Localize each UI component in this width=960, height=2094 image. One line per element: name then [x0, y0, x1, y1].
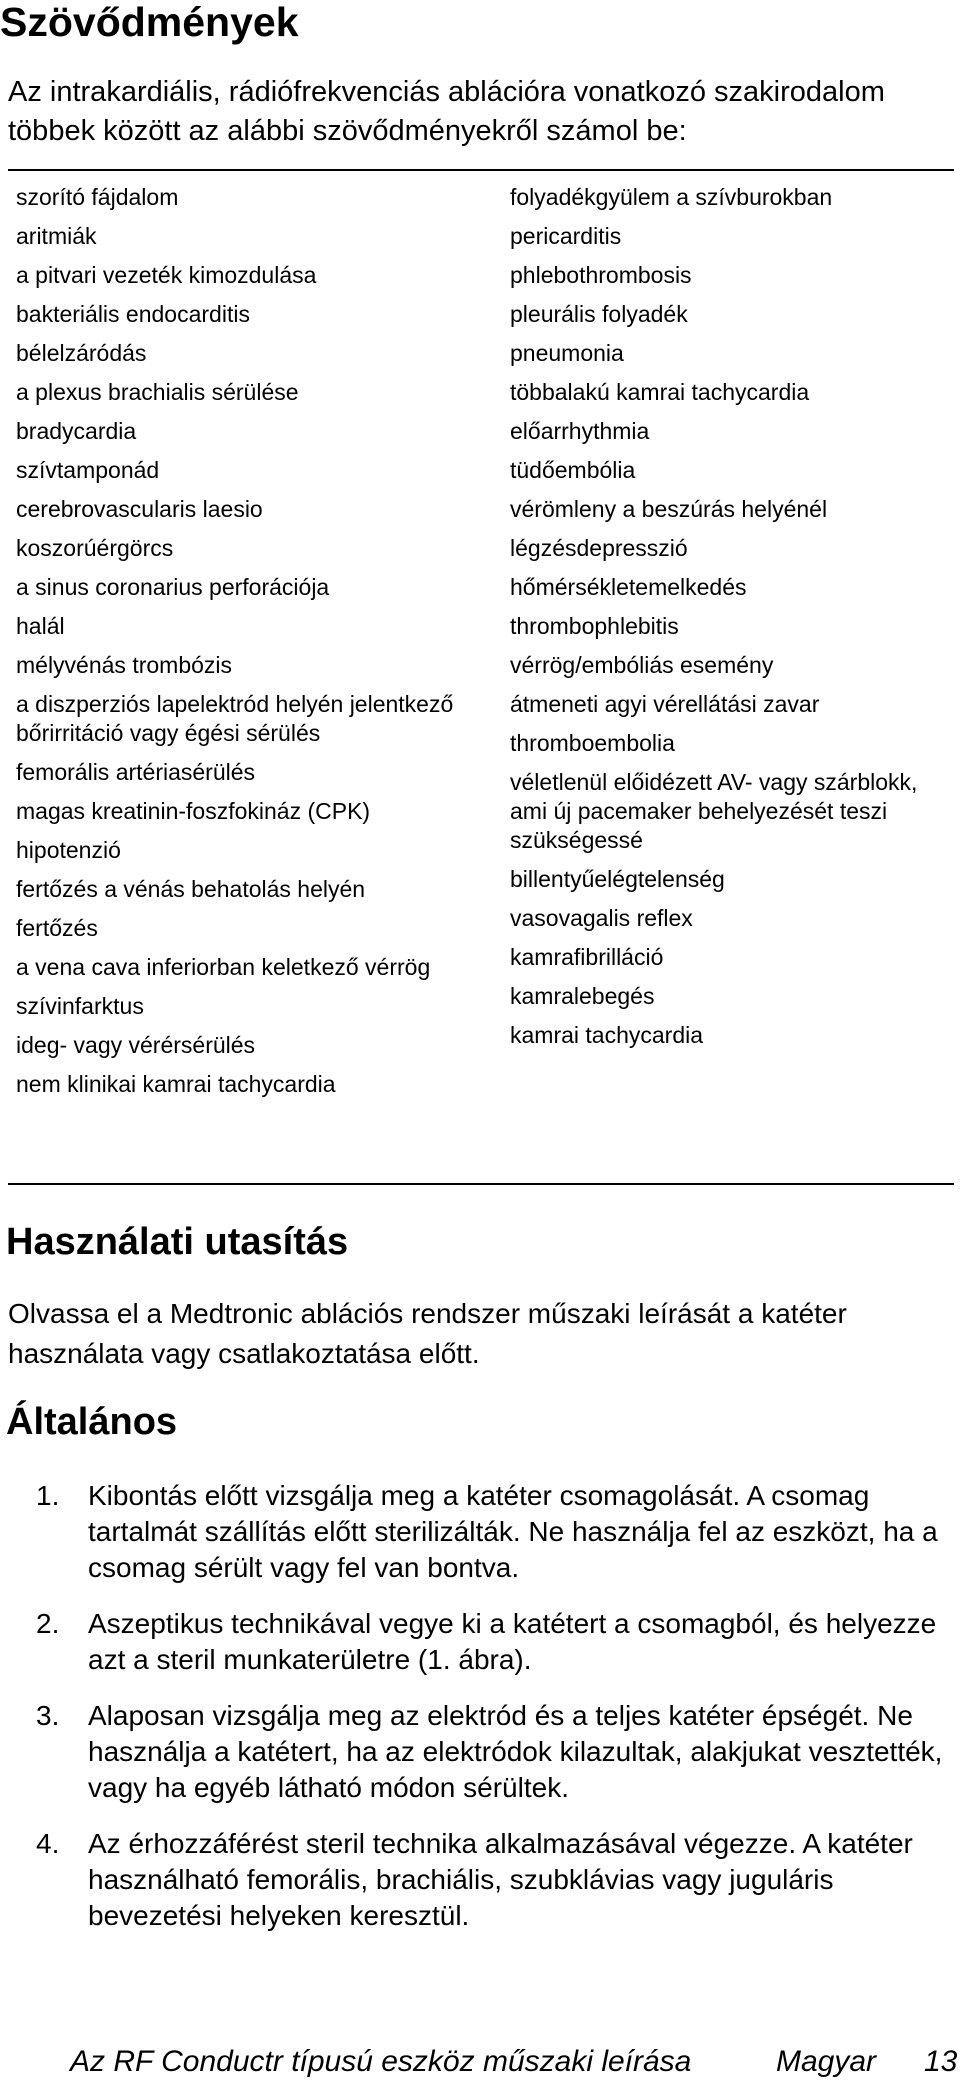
complication-item: pneumonia [510, 340, 624, 366]
general-step [36, 1826, 956, 1934]
general-step [36, 1606, 956, 1678]
complication-item: tüdőembólia [510, 457, 636, 483]
complications-intro: Az intrakardiális, rádiófrekvenciás ablációra vonatkozó szakirodalom többek között az alábbi szövődményekről számol be: [8, 76, 885, 147]
footer-document-title: Az RF Conductr típusú eszköz műszaki leírása [70, 2045, 692, 2078]
complication-item: cerebrovascularis laesio [16, 496, 263, 522]
complication-item: fertőzés [16, 915, 98, 941]
complication-item: fertőzés a vénás behatolás helyén [16, 876, 366, 902]
step-number: 2. [36, 1608, 60, 1639]
complication-item: billentyűelégtelenség [510, 866, 725, 892]
complication-item: halál [16, 613, 65, 639]
general-step [36, 1478, 956, 1586]
step-text: Az érhozzáférést steril technika alkalmazásával végezze. A katéter használható femorális, brachiális, szubklávias vagy juguláris bevezetési helyeken keresztül. [88, 1828, 913, 1931]
complication-item: a diszperziós lapelektród helyén jelentkező bőrirritáció vagy égési sérülés [16, 691, 454, 746]
complication-item: femorális artériasérülés [16, 759, 256, 785]
complication-item: szívtamponád [16, 457, 160, 483]
complication-item: thromboembolia [510, 730, 675, 756]
complication-item: véletlenül előidézett AV- vagy szárblokk, ami új pacemaker behelyezését teszi szükségessé [510, 769, 918, 853]
general-step [36, 1698, 956, 1806]
complication-item: a sinus coronarius perforációja [16, 574, 330, 600]
complication-item: légzésdepresszió [510, 535, 688, 561]
footer-language: Magyar [776, 2045, 877, 2078]
complication-item: bakteriális endocarditis [16, 301, 250, 327]
complication-item: mélyvénás trombózis [16, 652, 233, 678]
complication-item: kamralebegés [510, 983, 655, 1009]
complication-item: szívinfarktus [16, 993, 144, 1019]
complication-item: folyadékgyülem a szívburokban [510, 184, 833, 210]
step-text: Kibontás előtt vizsgálja meg a katéter csomagolását. A csomag tartalmát szállítás előtt sterilizálták. Ne használja fel az eszközt, ha a csomag sérült vagy fel van bontva. [88, 1480, 938, 1583]
step-number: 4. [36, 1828, 60, 1859]
complication-item: hipotenzió [16, 837, 121, 863]
footer-page-number: 13 [924, 2045, 958, 2078]
complication-item: phlebothrombosis [510, 262, 692, 288]
step-text: Alaposan vizsgálja meg az elektród és a teljes katéter épségét. Ne használja a katétert, ha az elektródok kilazultak, alakjukat vesztették, vagy ha egyéb látható módon sérültek. [88, 1700, 943, 1803]
complication-item: magas kreatinin-foszfokináz (CPK) [16, 798, 371, 824]
complications-list-right [510, 183, 950, 1060]
complication-item: thrombophlebitis [510, 613, 679, 639]
general-heading: Általános [6, 1401, 178, 1443]
instructions-text: Olvassa el a Medtronic ablációs rendszer műszaki leírását a katéter használata vagy csatlakoztatása előtt. [8, 1298, 847, 1369]
complications-heading: Szövődmények [0, 0, 299, 45]
complication-item: kamrai tachycardia [510, 1022, 704, 1048]
complication-item: bradycardia [16, 418, 137, 444]
step-text: Aszeptikus technikával vegye ki a katétert a csomagból, és helyezze azt a steril munkaterületre (1. ábra). [88, 1608, 937, 1675]
step-number: 3. [36, 1700, 60, 1731]
table-top-rule [8, 169, 954, 171]
complication-item: szorító fájdalom [16, 184, 179, 210]
table-bottom-rule [8, 1183, 954, 1185]
complications-list-left [16, 183, 486, 1109]
complication-item: többalakú kamrai tachycardia [510, 379, 810, 405]
complication-item: átmeneti agyi vérellátási zavar [510, 691, 820, 717]
complication-item: koszorúérgörcs [16, 535, 174, 561]
complication-item: előarrhythmia [510, 418, 650, 444]
complication-item: kamrafibrilláció [510, 944, 664, 970]
complication-item: ideg- vagy vérérsérülés [16, 1032, 256, 1058]
complication-item: bélelzáródás [16, 340, 147, 366]
instructions-heading: Használati utasítás [6, 1221, 349, 1263]
complication-item: pleurális folyadék [510, 301, 688, 327]
complication-item: vérömleny a beszúrás helyénél [510, 496, 828, 522]
complication-item: nem klinikai kamrai tachycardia [16, 1071, 336, 1097]
complication-item: aritmiák [16, 223, 97, 249]
complication-item: a pitvari vezeték kimozdulása [16, 262, 317, 288]
complication-item: vérrög/embóliás esemény [510, 652, 774, 678]
step-number: 1. [36, 1480, 60, 1511]
complication-item: a plexus brachialis sérülése [16, 379, 299, 405]
complication-item: a vena cava inferiorban keletkező vérrög [16, 954, 431, 980]
complication-item: vasovagalis reflex [510, 905, 693, 931]
complication-item: pericarditis [510, 223, 622, 249]
complication-item: hőmérsékletemelkedés [510, 574, 747, 600]
general-steps-list [36, 1478, 956, 1954]
